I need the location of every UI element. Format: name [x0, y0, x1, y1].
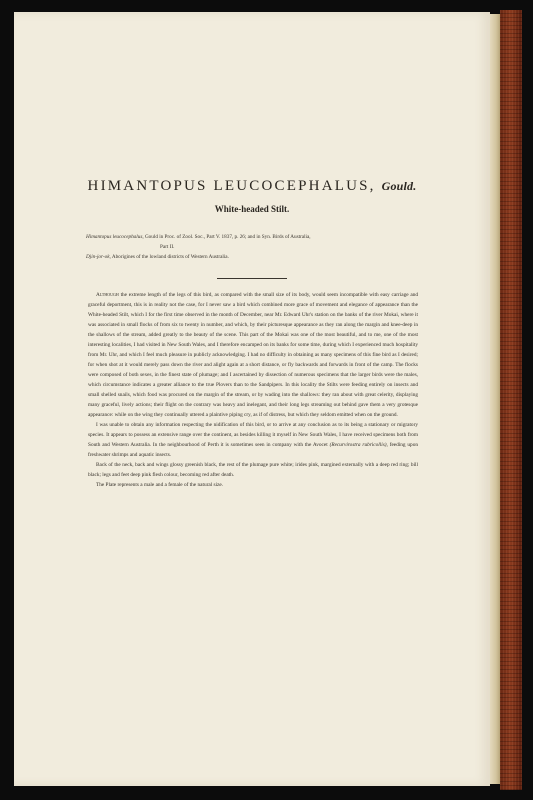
common-name: White-headed Stilt. — [214, 204, 290, 214]
synonymy-ref-part: Part II. — [160, 244, 175, 250]
paragraph-1-text: the extreme length of the legs of this bird, as compared with the small size of its body, would seem incompatible with easy carriage and graceful deportment, this is in reality not the case, for I never saw a bird which combined more grace of movement and elegance of appearance than the White-headed Stilt, which I for the first time observed in the month of December, near Mr. Edward Uhr's station on the banks of the river Mokai, where it was associated in small flocks of from six to twenty in number, and which, by their picturesque appearance as they ran along the margin and knee-deep in the shallows of the stream, added greatly to the beauty of the scene. This part of the Mokai was one of the most beautiful, and to me, one of the most interesting localities, I had visited in New South Wales, and I therefore encamped on its banks for some time, during which I experienced much hospitality from Mr. Uhr, and which I feel much pleasure in publicly acknowledging. I had no difficulty in obtaining as many specimens of this fine bird as I desired; for when shot at it would merely pass down the river and alight again at a short distance, or fly backwards and forwards in front of the camp. The flocks were composed of both sexes, in the finest state of plumage; and I ascertained by dissection of numerous specimens that the larger birds were the males, which circumstance indicates a greater alliance to the true Plovers than to the Sandpipers. In this locality the Stilts were feeding entirely on insects and small shelled snails, which food was procured on the margin of the stream, or by wading into the shallows: they ran about with great celerity, displaying many graceful, lively actions; their flight on the contrary was heavy and inelegant, and their long legs streaming out behind gave them a very grotesque appearance: while on the wing they continually uttered a plaintive piping cry, as if of distress, but which they seldom emitted when on the ground. — [88, 292, 418, 418]
body-text — [88, 290, 418, 490]
book-page — [14, 12, 490, 786]
drop-lead: Although — [96, 292, 119, 298]
page-edges — [490, 14, 500, 784]
paragraph-3: Back of the neck, back and wings glossy greenish black, the rest of the plumage pure white; irides pink, margined externally with a deep red ring; bill black; legs and feet deep pink flesh colour, becoming red after death. — [88, 462, 418, 478]
paragraph-2-end: feeding upon freshwater shrimps and aquatic insects. — [88, 442, 418, 458]
section-divider — [217, 278, 287, 279]
paragraph-2-text: I was unable to obtain any information respecting the nidification of this bird, or to arrive at any conclusion as to its being a stationary or migratory species. It appears to possess an extensive range over the continent, as besides killing it myself in New South Wales, I have received specimens both from South and Western Australia. In the neighbourhood of Perth it is sometimes seen in company with the Avocet — [88, 422, 418, 448]
species-name: HIMANTOPUS LEUCOCEPHALUS, — [87, 178, 376, 194]
synonymy-ref-text: Gould in Proc. of Zool. Soc., Part V. 1837, p. 26; and in Syn. Birds of Australia, — [144, 234, 311, 240]
page-title — [14, 178, 490, 195]
book-cover — [500, 10, 522, 790]
synonymy-ref-name: Himantopus leucocephalus, — [86, 234, 144, 240]
synonymy-reference — [86, 232, 416, 242]
synonymy-native — [86, 252, 416, 262]
native-text: Aborigines of the lowland districts of Western Australia. — [111, 254, 229, 260]
native-name: Djin-jor-ok, — [86, 254, 111, 260]
species-authority: Gould. — [381, 179, 417, 193]
paragraph-2-species: (Recurvirostra rubricollis), — [329, 442, 388, 448]
synonymy-block — [86, 232, 416, 262]
paragraph-1 — [88, 290, 418, 420]
paragraph-4: The Plate represents a male and a female of the natural size. — [96, 482, 224, 488]
paragraph-2 — [88, 420, 418, 460]
